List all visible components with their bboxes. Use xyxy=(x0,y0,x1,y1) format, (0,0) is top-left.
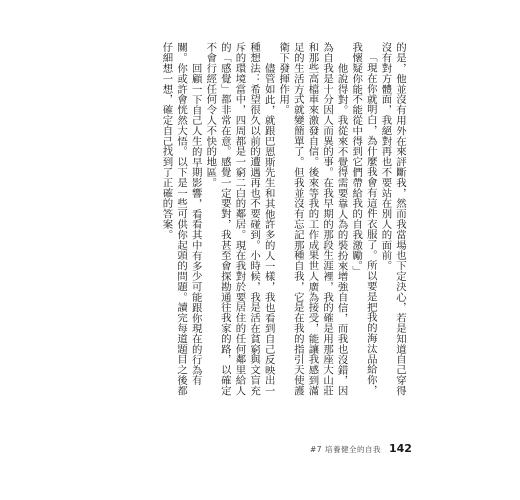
page-number: 142 xyxy=(388,442,412,455)
chapter-label: #7 培養健全的自我 xyxy=(310,445,381,454)
paragraph-1: 的是，他並沒有用外在來評斷我，然而我當場也下定決心，若是知道自己穿得沒有對方體面，我絕對再也不要站在別人的面前。 xyxy=(379,42,406,396)
paragraph-5: 回顧一下自己人生的早期影響，看看其中有多少可能跟你現在的行為有關。你或許會恍然大悟。以下是一些可供你起頭的問題。讀完每道題目之後都仔細想一想，確定自己找到了正確的答案。 xyxy=(160,42,202,396)
paragraph-3: 他說得對。我從來不覺得需要靠人為的裝扮來增強自信，而我也沒錯，因為自我是十分因人而異的事。在我早期的那段生涯裡，我的確是用那座大山莊和那些高檔車來激發自信。後來等我的工作成果世人廣為接受，能讓我感到滿足的生活方式就變簡單了。但我並沒有忘記那種自我，它是在我的指引天使護衛下發揮作用。 xyxy=(277,42,348,396)
paragraph-4: 儘管如此，就跟巴恩斯先生和其他許多的人一樣，我也看到自己反映出一種想法：希望很久以前的遭遇再也不要碰到。小時候，我是活在貧窮與文盲充斥的環境當中，四周都是一窮二白的鄰居。現在我對於要居住的任何鄰里給人的「感覺」都非常在意。感覺一定要對，我甚至會探勘通往我家的路，以確定不會行經任何令人不快的地區。 xyxy=(204,42,275,396)
page-footer xyxy=(310,442,412,455)
paragraph-2-quote: 「現在你就明白，為什麼我會有這件衣服了。所以要是把我的海汰品給你，我懷疑你能不能從中得到它們帶給我的自我激勵。」 xyxy=(350,42,377,396)
body-text xyxy=(115,42,407,400)
